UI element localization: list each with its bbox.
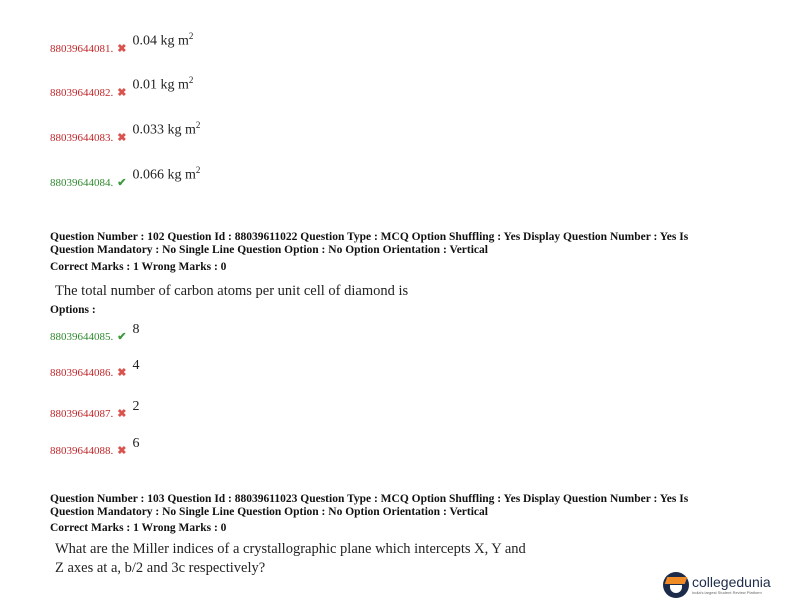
question-meta bbox=[50, 493, 750, 519]
option-id: 88039644083. bbox=[50, 131, 114, 144]
option-row bbox=[50, 165, 201, 189]
question-text-line: What are the Miller indices of a crystallographic plane which intercepts X, Y and bbox=[55, 541, 526, 557]
option-value: 0.066 kg $m^2$ bbox=[132, 165, 201, 183]
option-value: 8 bbox=[132, 322, 140, 337]
option-row bbox=[50, 322, 140, 343]
wrong-mark-icon: ✖ bbox=[117, 131, 127, 144]
question-text-line: Z axes at a, b/2 and 3c respectively? bbox=[55, 560, 266, 576]
question-meta bbox=[50, 231, 750, 257]
option-row bbox=[50, 75, 194, 99]
option-id: 88039644081. bbox=[50, 42, 114, 55]
option-id: 88039644088. bbox=[50, 445, 114, 457]
question-meta-line: Question Number : 103 Question Id : 88039611023 Question Type : MCQ Option Shuffling : Yes Display Question Number : Yes Is bbox=[50, 493, 689, 505]
question-text bbox=[55, 540, 526, 578]
wrong-mark-icon: ✖ bbox=[117, 445, 127, 457]
check-mark-icon: ✔ bbox=[117, 331, 127, 343]
wrong-mark-icon: ✖ bbox=[117, 367, 127, 379]
question-meta-line: Question Mandatory : No Single Line Question Option : No Option Orientation : Vertical bbox=[50, 244, 488, 256]
option-value: 4 bbox=[132, 358, 140, 373]
check-mark-icon: ✔ bbox=[117, 176, 127, 189]
option-row bbox=[50, 436, 140, 457]
wrong-mark-icon: ✖ bbox=[117, 408, 127, 420]
option-id: 88039644085. bbox=[50, 331, 114, 343]
graduation-cap-icon bbox=[663, 572, 689, 598]
logo-tagline: India's largest Student Review Platform bbox=[692, 590, 762, 595]
question-text: The total number of carbon atoms per unit cell of diamond is bbox=[55, 283, 409, 299]
option-row bbox=[50, 120, 201, 144]
logo-name: collegedunia bbox=[692, 574, 771, 590]
collegedunia-logo bbox=[663, 572, 771, 598]
option-id: 88039644082. bbox=[50, 86, 114, 99]
option-value: 2 bbox=[132, 399, 140, 414]
options-label: Options : bbox=[50, 304, 96, 316]
question-marks: Correct Marks : 1 Wrong Marks : 0 bbox=[50, 261, 227, 273]
option-row bbox=[50, 358, 140, 379]
wrong-mark-icon: ✖ bbox=[117, 86, 127, 99]
option-row bbox=[50, 31, 194, 55]
option-row bbox=[50, 399, 140, 420]
option-id: 88039644087. bbox=[50, 408, 114, 420]
logo-text bbox=[692, 575, 771, 595]
question-meta-line: Question Number : 102 Question Id : 88039611022 Question Type : MCQ Option Shuffling : Yes Display Question Number : Yes Is bbox=[50, 231, 689, 243]
wrong-mark-icon: ✖ bbox=[117, 42, 127, 55]
option-id: 88039644084. bbox=[50, 176, 114, 189]
option-value: 0.01 kg $m^2$ bbox=[132, 75, 194, 93]
question-meta-line: Question Mandatory : No Single Line Question Option : No Option Orientation : Vertical bbox=[50, 506, 488, 518]
option-value: 0.04 kg $m^2$ bbox=[132, 31, 194, 49]
question-marks: Correct Marks : 1 Wrong Marks : 0 bbox=[50, 522, 227, 534]
option-value: 0.033 kg $m^2$ bbox=[132, 120, 201, 138]
option-value: 6 bbox=[132, 436, 140, 451]
option-id: 88039644086. bbox=[50, 367, 114, 379]
